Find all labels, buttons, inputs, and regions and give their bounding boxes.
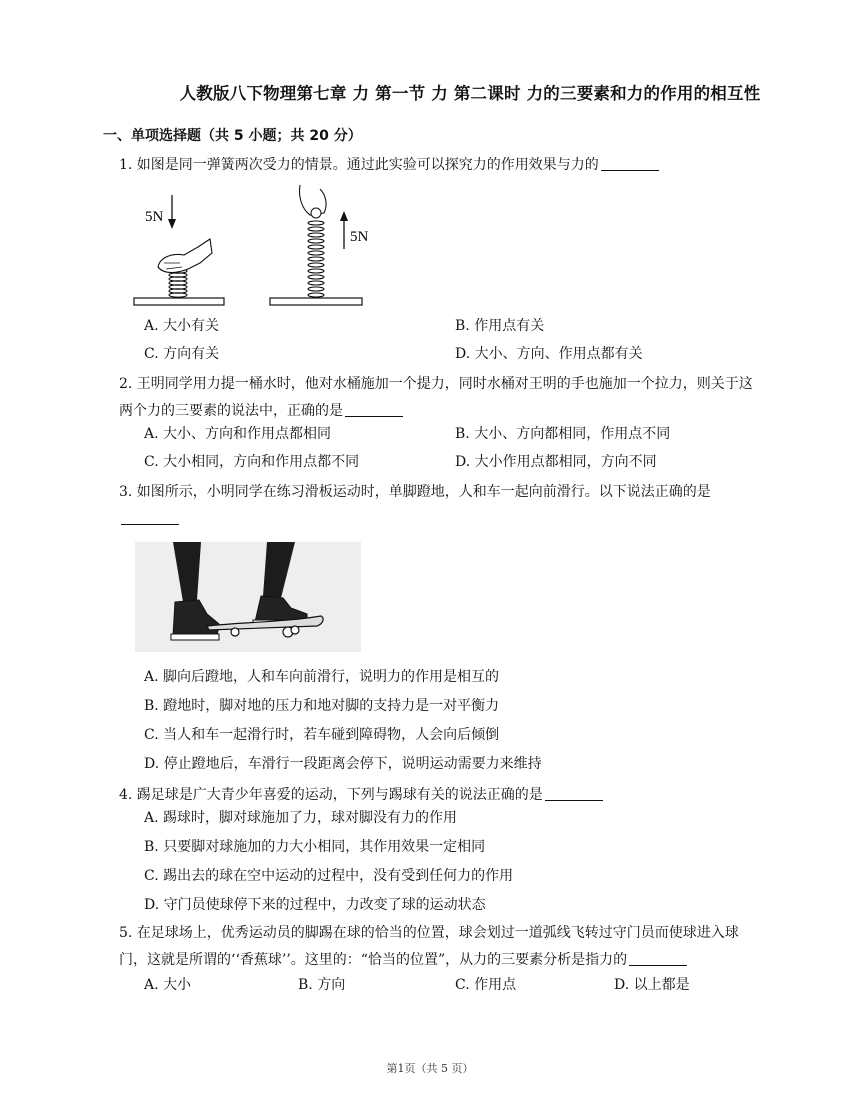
compressed-spring [169,269,187,297]
option-c: C. 方向有关 [144,346,220,362]
answer-blank [629,951,687,966]
force-label-left: 5N [145,209,164,225]
section-heading: 一、单项选择题（共 5 小题；共 20 分） [103,128,362,144]
question-3 [119,479,764,533]
option-d: D. 以上都是 [614,977,690,993]
option-a: A. 大小有关 [144,318,220,334]
option-b: B. 作用点有关 [455,318,545,334]
question-stem: 3. 如图所示，小明同学在练习滑板运动时，单脚蹬地，人和车一起向前滑行。以下说法正确的是 [119,484,711,500]
option-c: C. 大小相同，方向和作用点都不同 [144,454,360,470]
question-stem: 1. 如图是同一弹簧两次受力的情景。通过此实验可以探究力的作用效果与力的 [119,157,599,173]
option-b: B. 大小、方向都相同，作用点不同 [455,426,671,442]
page-footer: 第1页（共 5 页） [386,1062,474,1075]
answer-blank [121,510,179,525]
option-b: B. 蹬地时，脚对地的压力和地对脚的支持力是一对平衡力 [144,698,500,714]
question-stem: 5. 在足球场上，优秀运动员的脚踢在球的恰当的位置，球会划过一道弧线飞转过守门员而使球进入球门，这就是所谓的‘‘香蕉球’’。这里的：“恰当的位置”，从力的三要素分析是指力的 [119,925,739,968]
question-stem: 2. 王明同学用力提一桶水时，他对水桶施加一个提力，同时水桶对王明的手也施加一个拉力，则关于这两个力的三要素的说法中，正确的是 [119,376,753,419]
question-4 [119,782,764,809]
option-d: D. 大小、方向、作用点都有关 [455,346,643,362]
question-stem: 4. 踢足球是广大青少年喜爱的运动，下列与踢球有关的说法正确的是 [119,787,543,803]
option-c: C. 踢出去的球在空中运动的过程中，没有受到任何力的作用 [144,868,514,884]
hand-icon [158,239,212,273]
question-2 [119,371,764,425]
option-c: C. 作用点 [455,977,517,993]
option-d: D. 守门员使球停下来的过程中，力改变了球的运动状态 [144,897,486,913]
option-a: A. 脚向后蹬地，人和车向前滑行，说明力的作用是相互的 [144,669,500,685]
option-d: D. 停止蹬地后，车滑行一段距离会停下，说明运动需要力来维持 [144,756,542,772]
page-title: 人教版八下物理第七章 力 第一节 力 第二课时 力的三要素和力的作用的相互性 [179,84,761,103]
option-a: A. 踢球时，脚对球施加了力，球对脚没有力的作用 [144,810,458,826]
skateboard-photo [135,542,361,652]
answer-blank [601,156,659,171]
option-b: B. 只要脚对球施加的力大小相同，其作用效果一定相同 [144,839,486,855]
option-d: D. 大小作用点都相同，方向不同 [455,454,657,470]
option-b: B. 方向 [298,977,346,993]
option-a: A. 大小、方向和作用点都相同 [144,426,332,442]
stretched-spring [308,221,324,297]
answer-blank [345,402,403,417]
option-c: C. 当人和车一起滑行时，若车碰到障碍物，人会向后倾倒 [144,727,500,743]
answer-blank [545,786,603,801]
option-a: A. 大小 [144,977,192,993]
force-label-right: 5N [350,229,369,245]
question-5 [119,920,764,974]
question-1 [119,152,764,179]
spring-figure [130,183,370,311]
